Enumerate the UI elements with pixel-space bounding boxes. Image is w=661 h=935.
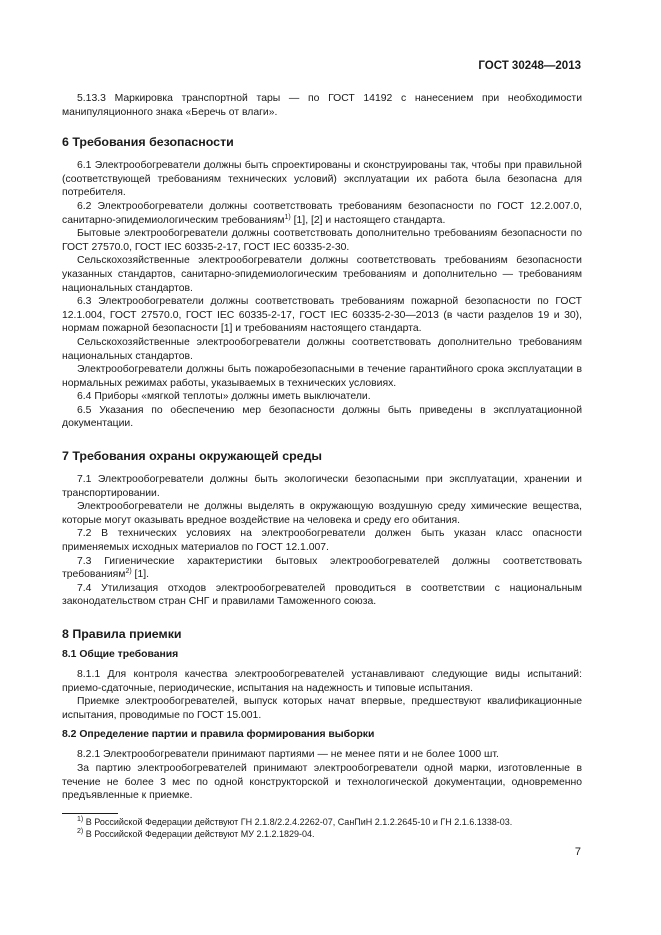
section-8-title: 8 Правила приемки — [62, 627, 182, 641]
paragraph-7-3: 7.3 Гигиенические характеристики бытовых электрообогревателей должны соответствовать требованиям$^{2)}$ [1]. — [62, 555, 582, 581]
paragraph-6-3: 6.3 Электрообогреватели должны соответствовать требованиям пожарной безопасности по ГОСТ 12.1.004, ГОСТ 27570.0, ГОСТ IEC 60335-2-17, ГОСТ IEC 60335-2-30—2013 (в части разделов 19 и 30), нормам пожарной безопасности [1] и требованиям настоящего стандарта. — [62, 296, 582, 335]
footnote-ref-2: 2) — [125, 568, 132, 576]
paragraph-household: Бытовые электрообогреватели должны соответствовать дополнительно требованиям безопасности по ГОСТ 27570.0, ГОСТ IEC 60335-2-17, ГОСТ IEC 60335-2-30. — [62, 228, 582, 253]
paragraph-5-13-3: 5.13.3 Маркировка транспортной тары — по ГОСТ 14192 с нанесением при необходимости манипуляционного знака «Беречь от влаги». — [62, 93, 582, 118]
paragraph-6-2: 6.2 Электрообогреватели должны соответствовать требованиям безопасности по ГОСТ 12.2.007.0, санитарно-эпидемиологическим требованиям$^{1)}$ [1], [2] и настоящего стандарта. — [62, 200, 582, 226]
paragraph-agricultural-fire: Сельскохозяйственные электрообогреватели должны соответствовать дополнительно требованиям национальных стандартов. — [62, 336, 582, 362]
footnote-1: $^{1)}$ В Российской Федерации действуют ГН 2.1.8/2.2.4.2262-07, СанПиН 2.1.2.2645-10 и ГН 2.1.6.1338-03. — [77, 815, 513, 827]
section-6-title: 6 Требования безопасности — [62, 135, 234, 150]
paragraph-8-2-1: 8.2.1 Электрообогреватели принимают партиями — не менее пяти и не более 1000 шт. — [77, 749, 499, 761]
section-7-title: 7 Требования охраны окружающей среды — [62, 449, 323, 464]
paragraph-7-1: 7.1 Электрообогреватели должны быть экологически безопасными при эксплуатации, хранении и транспортировании. — [62, 474, 582, 499]
paragraph-7-2: 7.2 В технических условиях на электрообогреватели должен быть указан класс опасности применяемых исходных материалов по ГОСТ 12.1.007. — [62, 528, 582, 554]
paragraph-batch: За партию электрообогревателей принимают электрообогреватели одной марки, изготовленные в течение не более 3 мес по одной конструкторской и технологической документации, одновременно предъявленные к приемке. — [62, 762, 582, 802]
paragraph-qualification: Приемке электрообогревателей, выпуск которых начат впервые, предшествуют квалификационные испытания, проводимые по ГОСТ 15.001. — [62, 696, 582, 721]
paragraph-7-4: 7.4 Утилизация отходов электрообогревателей проводиться в соответствии с национальным законодательством стран СНГ и правилами Таможенного союза. — [62, 582, 582, 608]
document-code: ГОСТ 30248—2013 — [478, 60, 581, 72]
paragraph-6-4: 6.4 Приборы «мягкой теплоты» должны иметь выключатели. — [77, 391, 371, 403]
page-body — [62, 92, 582, 840]
subsection-8-2-title: 8.2 Определение партии и правила формирования выборки — [62, 729, 375, 741]
paragraph-emissions: Электрообогреватели не должны выделять в окружающую воздушную среду химические вещества, которые могут оказывать вредное воздействие на человека и среду его обитания. — [62, 501, 582, 526]
paragraph-fire-safe: Электрообогреватели должны быть пожаробезопасными в течение гарантийного срока эксплуатации в нормальных режимах работы, указываемых в технических условиях. — [62, 364, 582, 389]
paragraph-8-1-1: 8.1.1 Для контроля качества электрообогревателей устанавливают следующие виды испытаний: приемо-сдаточные, периодические, испытания на надежность и типовые испытания. — [62, 669, 582, 694]
paragraph-6-5: 6.5 Указания по обеспечению мер безопасности должны быть приведены в эксплуатационной документации. — [62, 404, 582, 430]
paragraph-6-1: 6.1 Электрообогреватели должны быть спроектированы и сконструированы так, чтобы при правильной (соответствующей требованиям технических условий) эксплуатации их работа была безопасна для потребителя. — [62, 160, 582, 199]
footnote-2: $^{2)}$ В Российской Федерации действуют МУ 2.1.2.1829-04. — [77, 827, 315, 839]
footnote-ref-1: 1) — [284, 213, 291, 221]
subsection-8-1-title: 8.1 Общие требования — [62, 649, 179, 660]
page-number: 7 — [574, 846, 581, 858]
paragraph-agricultural: Сельскохозяйственные электрообогреватели должны соответствовать требованиям безопасности указанных стандартов, санитарно-эпидемиологическим требованиям и дополнительно — требованиям национальных стандартов. — [62, 255, 582, 294]
